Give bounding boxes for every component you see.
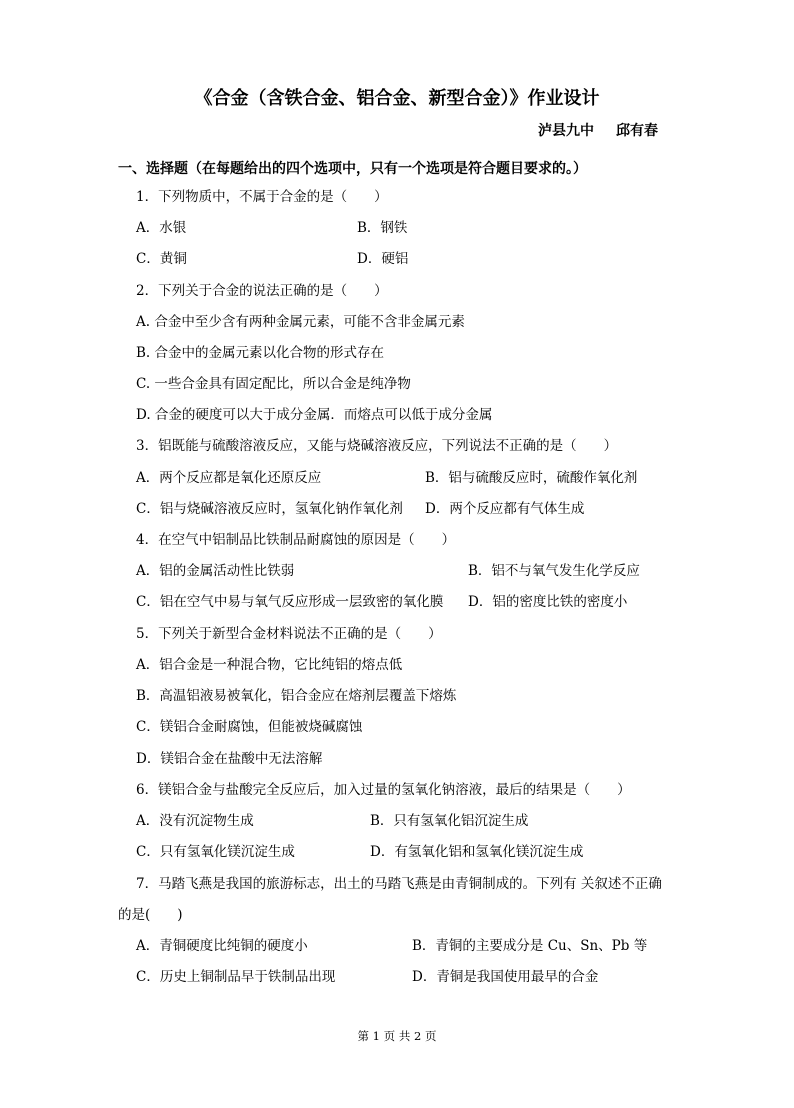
question-2-option-c: C. 一些合金具有固定配比，所以合金是纯净物 [136, 376, 411, 392]
author-name: 邱有春 [616, 123, 658, 139]
question-4-option-a: A．铝的金属活动性比铁弱 [136, 563, 295, 579]
question-3-option-d: D．两个反应都有气体生成 [425, 501, 585, 517]
question-3-option-b: B．铝与硫酸反应时，硫酸作氧化剂 [425, 470, 638, 486]
question-1-option-b: B．钢铁 [357, 220, 408, 236]
section-heading: 一、选择题（在每题给出的四个选项中，只有一个选项是符合题目要求的。） [118, 161, 587, 177]
question-7-option-c: C．历史上铜制品早于铁制品出现 [136, 969, 336, 985]
question-3-option-a: A．两个反应都是氧化还原反应 [136, 470, 322, 486]
question-5-option-c: C．镁铝合金耐腐蚀，但能被烧碱腐蚀 [136, 719, 363, 735]
author-school: 泸县九中 [538, 123, 594, 139]
question-7-option-a: A．青铜硬度比纯铜的硬度小 [136, 938, 308, 954]
question-6-option-a: A．没有沉淀物生成 [136, 813, 254, 829]
question-6-option-b: B．只有氢氧化铝沉淀生成 [370, 813, 529, 829]
question-1-option-a: A．水银 [136, 220, 187, 236]
question-5-option-d: D．镁铝合金在盐酸中无法溶解 [136, 751, 323, 767]
question-7-option-b: B．青铜的主要成分是 Cu、Sn、Pb 等 [412, 938, 648, 954]
question-4-option-d: D．铝的密度比铁的密度小 [468, 594, 628, 610]
question-5-stem: 5．下列关于新型合金材料说法不正确的是（ ） [136, 626, 442, 642]
page-footer: 第 1 页 共 2 页 [357, 1029, 437, 1043]
question-7-stem-continued: 的是( ) [118, 907, 183, 923]
question-7-option-d: D．青铜是我国使用最早的合金 [412, 969, 599, 985]
question-4-option-b: B．铝不与氧气发生化学反应 [468, 563, 640, 579]
question-2-option-a: A. 合金中至少含有两种金属元素，可能不含非金属元素 [136, 314, 465, 330]
question-1-option-d: D．硬铝 [357, 251, 409, 267]
question-4-option-c: C．铝在空气中易与氧气反应形成一层致密的氧化膜 [136, 594, 444, 610]
author-line [538, 120, 658, 140]
question-2-option-d: D. 合金的硬度可以大于成分金属．而熔点可以低于成分金属 [136, 407, 493, 423]
page-title: 《合金（含铁合金、铝合金、新型合金）》作业设计 [194, 88, 600, 109]
question-6-stem: 6．镁铝合金与盐酸完全反应后，加入过量的氢氧化钠溶液，最后的结果是（ ） [136, 782, 631, 798]
question-5-option-b: B．高温铝液易被氧化，铝合金应在熔剂层覆盖下熔炼 [136, 688, 457, 704]
question-7-stem: 7．马踏飞燕是我国的旅游标志，出土的马踏飞燕是由青铜制成的。下列有 关叙述不正确 [136, 876, 662, 892]
question-6-option-c: C．只有氢氧化镁沉淀生成 [136, 844, 295, 860]
question-5-option-a: A．铝合金是一种混合物，它比纯铝的熔点低 [136, 657, 403, 673]
question-1-option-c: C．黄铜 [136, 251, 187, 267]
question-1-stem: 1．下列物质中，不属于合金的是（ ） [136, 189, 388, 205]
question-3-stem: 3．铝既能与硫酸溶液反应，又能与烧碱溶液反应，下列说法不正确的是（ ） [136, 438, 618, 454]
question-2-option-b: B. 合金中的金属元素以化合物的形式存在 [136, 345, 385, 361]
question-3-option-c: C．铝与烧碱溶液反应时，氢氧化钠作氧化剂 [136, 501, 403, 517]
question-6-option-d: D．有氢氧化铝和氢氧化镁沉淀生成 [370, 844, 584, 860]
question-2-stem: 2．下列关于合金的说法正确的是（ ） [136, 283, 388, 299]
question-4-stem: 4．在空气中铝制品比铁制品耐腐蚀的原因是（ ） [136, 532, 456, 548]
